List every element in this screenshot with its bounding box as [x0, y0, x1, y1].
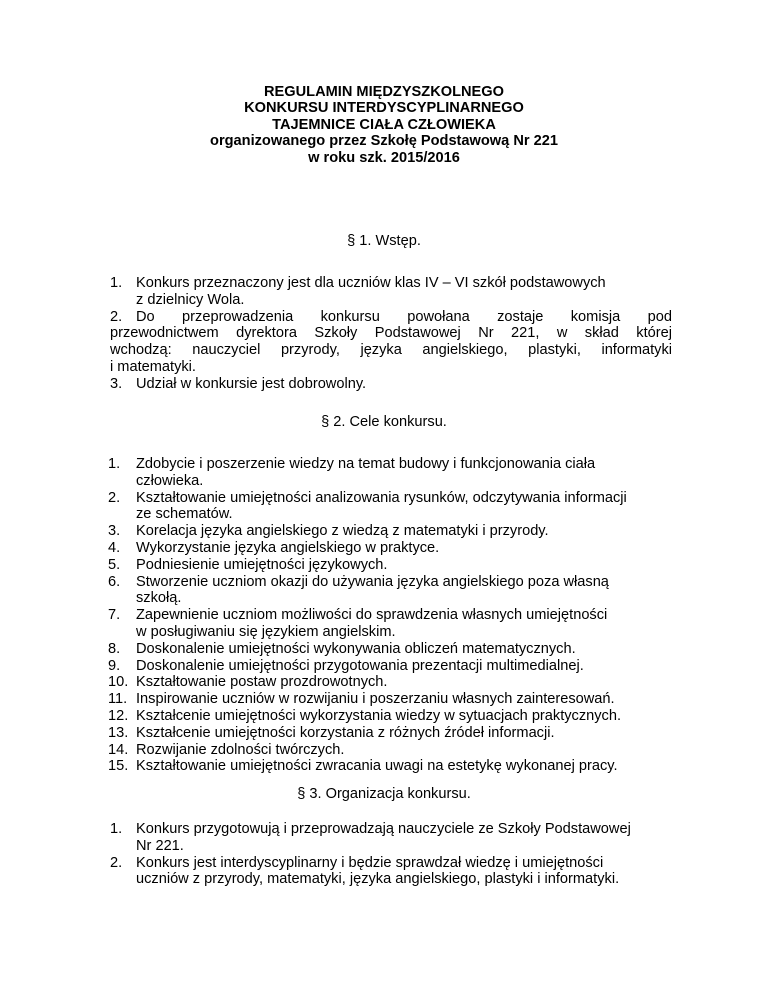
- document-title: [0, 84, 768, 166]
- list-item: [110, 658, 672, 675]
- list-item: [110, 641, 672, 658]
- list-item-text: przewodnictwem dyrektora Szkoły Podstawowej Nr 221, w skład której: [110, 325, 672, 342]
- list-item-text: Kształcenie umiejętności korzystania z różnych źródeł informacji.: [136, 724, 555, 741]
- list-item: [110, 742, 672, 759]
- list-item: [110, 523, 672, 540]
- title-line-1: REGULAMIN MIĘDZYSZKOLNEGO: [264, 84, 504, 100]
- list-item-text: człowieka.: [136, 472, 204, 489]
- title-line-2: KONKURSU INTERDYSCYPLINARNEGO: [244, 100, 524, 117]
- list-item-text: w posługiwaniu się językiem angielskim.: [136, 623, 396, 640]
- list-item-text: Kształcenie umiejętności wykorzystania wiedzy w sytuacjach praktycznych.: [136, 707, 622, 724]
- list-item-number: 2.: [110, 308, 123, 325]
- list-item-text: szkołą.: [136, 590, 182, 607]
- list-item-number: 7.: [108, 607, 121, 624]
- list-item-number: 2.: [108, 489, 121, 506]
- list-item: [110, 376, 672, 393]
- list-item-number: 9.: [108, 657, 121, 674]
- section-2-heading: § 2. Cele konkursu.: [321, 414, 447, 430]
- list-item-number: 10.: [108, 674, 129, 691]
- list-item: [110, 540, 672, 557]
- list-item-number: 1.: [110, 821, 123, 837]
- list-item-text: Doskonalenie umiejętności przygotowania prezentacji multimedialnej.: [136, 657, 584, 674]
- list-item: [110, 674, 672, 691]
- list-item: [110, 574, 672, 608]
- title-line-5: w roku szk. 2015/2016: [308, 149, 460, 166]
- list-item-text: Zdobycie i poszerzenie wiedzy na temat budowy i funkcjonowania ciała: [136, 456, 596, 472]
- section-1-heading: § 1. Wstęp.: [347, 233, 421, 249]
- list-item: [110, 557, 672, 574]
- list-item-text: Udział w konkursie jest dobrowolny.: [136, 375, 367, 392]
- list-item-text: Wykorzystanie języka angielskiego w praktyce.: [136, 539, 440, 556]
- list-item: [110, 691, 672, 708]
- list-item: [110, 275, 672, 309]
- list-item-text: Do przeprowadzenia konkursu powołana zostaje komisja pod: [136, 308, 672, 325]
- list-item-number: 5.: [108, 556, 121, 573]
- list-item-number: 6.: [108, 573, 121, 590]
- list-item-number: 8.: [108, 640, 121, 657]
- list-item-text: Konkurs przeznaczony jest dla uczniów klas IV – VI szkół podstawowych: [136, 275, 606, 291]
- list-item: [110, 607, 672, 641]
- list-item-number: 11.: [108, 691, 128, 708]
- list-item-text: Konkurs przygotowują i przeprowadzają nauczyciele ze Szkoły Podstawowej: [136, 821, 631, 837]
- section-1-list: [110, 275, 672, 393]
- list-item-text: z dzielnicy Wola.: [136, 291, 245, 308]
- list-item-number: 1.: [110, 275, 123, 291]
- list-item-text: Kształtowanie umiejętności zwracania uwagi na estetykę wykonanej pracy.: [136, 758, 618, 775]
- list-item-text: wchodzą: nauczyciel przyrody, języka angielskiego, plastyki, informatyki: [110, 342, 672, 359]
- list-item-number: 1.: [108, 456, 121, 472]
- list-item: [110, 725, 672, 742]
- list-item: [110, 821, 672, 855]
- section-3-list: [110, 821, 672, 888]
- list-item-text: Nr 221.: [136, 837, 184, 854]
- list-item-text: Podniesienie umiejętności językowych.: [136, 556, 388, 573]
- list-item-number: 3.: [110, 375, 123, 392]
- list-item-text: Konkurs jest interdyscyplinarny i będzie sprawdzał wiedzę i umiejętności: [136, 854, 604, 871]
- list-item-number: 14.: [108, 741, 129, 758]
- list-item-text: uczniów z przyrody, matematyki, języka angielskiego, plastyki i informatyki.: [136, 871, 620, 888]
- list-item-text: Stworzenie uczniom okazji do używania języka angielskiego poza własną: [136, 573, 609, 590]
- title-line-4: organizowanego przez Szkołę Podstawową Nr 221: [210, 133, 558, 150]
- list-item: [110, 758, 672, 775]
- list-item-text: Inspirowanie uczniów w rozwijaniu i poszerzaniu własnych zainteresowań.: [136, 691, 615, 708]
- list-item: [110, 708, 672, 725]
- list-item-number: 13.: [108, 724, 129, 741]
- list-item-number: 4.: [108, 539, 121, 556]
- title-line-3: TAJEMNICE CIAŁA CZŁOWIEKA: [272, 116, 496, 133]
- list-item: [110, 490, 672, 524]
- section-3-heading: § 3. Organizacja konkursu.: [297, 786, 471, 802]
- list-item-number: 15.: [108, 758, 129, 775]
- list-item-text: Korelacja języka angielskiego z wiedzą z matematyki i przyrody.: [136, 523, 549, 540]
- list-item-text: i matematyki.: [110, 358, 196, 375]
- list-item-text: ze schematów.: [136, 506, 233, 523]
- list-item-text: Kształtowanie umiejętności analizowania rysunków, odczytywania informacji: [136, 489, 627, 506]
- list-item-text: Zapewnienie uczniom możliwości do sprawdzenia własnych umiejętności: [136, 607, 608, 624]
- list-item-text: Doskonalenie umiejętności wykonywania obliczeń matematycznych.: [136, 640, 576, 657]
- list-item: [110, 855, 672, 889]
- list-item-number: 12.: [108, 707, 129, 724]
- list-item: [110, 309, 672, 376]
- section-2-list: [110, 456, 672, 775]
- list-item-text: Kształtowanie postaw prozdrowotnych.: [136, 674, 388, 691]
- list-item-number: 3.: [108, 523, 121, 540]
- list-item: [110, 456, 672, 490]
- list-item-number: 2.: [110, 854, 123, 871]
- list-item-text: Rozwijanie zdolności twórczych.: [136, 741, 345, 758]
